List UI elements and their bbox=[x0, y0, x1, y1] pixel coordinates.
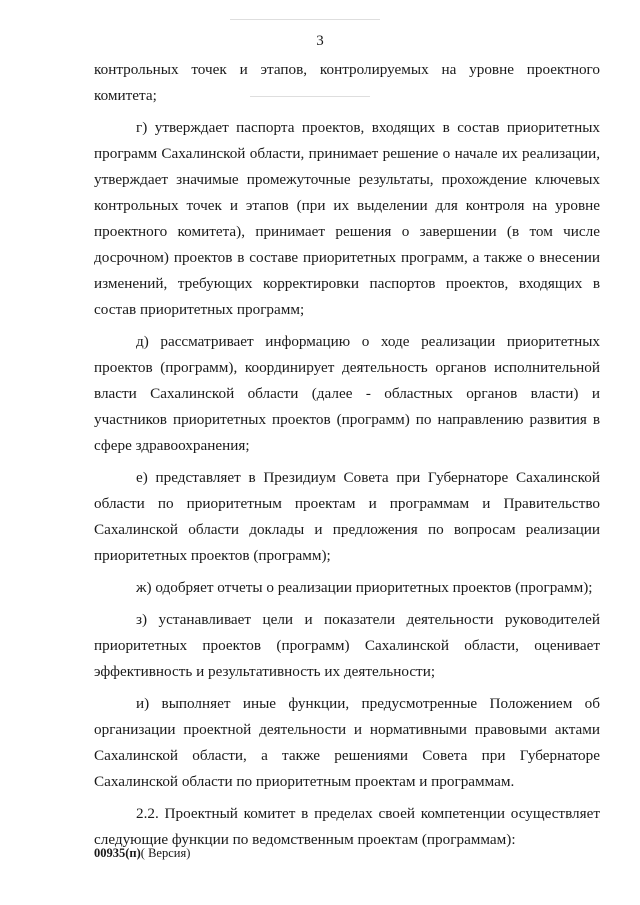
document-body bbox=[94, 57, 600, 859]
paragraph-item-e: е) представляет в Президиум Совета при Губернаторе Сахалинской области по приоритетным проектам и программам и Правительство Сахалинской области доклады и предложения по вопросам реализации приоритетных проектов (программ); bbox=[94, 469, 600, 564]
paragraph-item-zh: ж) одобряет отчеты о реализации приоритетных проектов (программ); bbox=[136, 579, 593, 596]
paragraph-section-2-2: 2.2. Проектный комитет в пределах своей компетенции осуществляет следующие функции по ведомственным проектам (программам): bbox=[94, 805, 600, 848]
paragraph-item-g: г) утверждает паспорта проектов, входящих в состав приоритетных программ Сахалинской области, принимает решение о начале их реализации, утверждает значимые промежуточные результаты, прохождение ключевых контрольных точек и этапов (при их выделении для контроля на уровне проектного комитета), принимает решения о завершении (в том числе досрочном) проектов в составе приоритетных программ, а также о внесении изменений, требующих корректировки паспортов проектов, входящих в состав приоритетных программ; bbox=[94, 119, 600, 318]
paragraph-item-d: д) рассматривает информацию о ходе реализации приоритетных проектов (программ), координирует деятельность органов исполнительной власти Сахалинской области (далее - областных органов власти) и участников приоритетных проектов (программ) по направлению развития в сфере здравоохранения; bbox=[94, 333, 600, 454]
paragraph-item-i: и) выполняет иные функции, предусмотренные Положением об организации проектной деятельности и нормативными правовыми актами Сахалинской области, а также решениями Совета при Губернаторе Сахалинской области по приоритетным проектам и программам. bbox=[94, 695, 600, 790]
document-code: 00935(п) bbox=[94, 846, 141, 860]
paragraph-continuation: контрольных точек и этапов, контролируемых на уровне проектного комитета; bbox=[94, 61, 600, 104]
page-number: 3 bbox=[316, 33, 324, 49]
document-footer bbox=[94, 846, 190, 861]
paragraph-item-z: з) устанавливает цели и показатели деятельности руководителей приоритетных проектов (программ) Сахалинской области, оценивает эффективность и результативность их деятельности; bbox=[94, 611, 600, 680]
scan-artifact bbox=[230, 19, 380, 20]
document-version: ( Версия) bbox=[140, 846, 191, 860]
